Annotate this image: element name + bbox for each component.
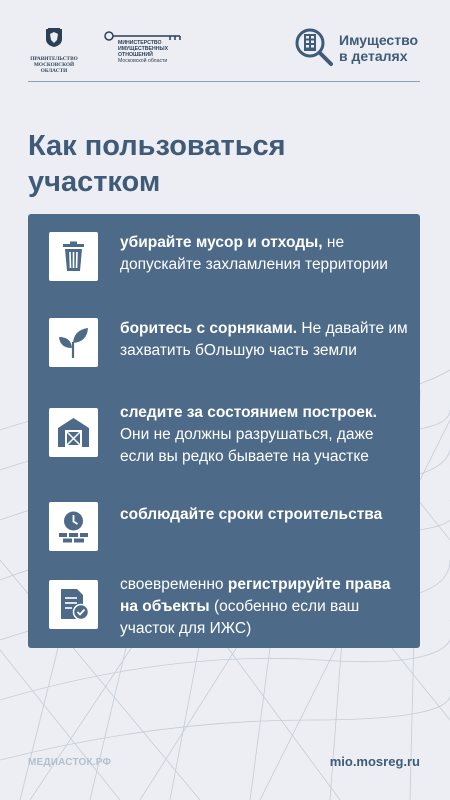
tip-rest-text: Они не должны разрушаться, даже если вы редко бываете на участке [120,426,374,465]
ministry-line: МИНИСТЕРСТВО [118,40,162,46]
title-line-2: участком [28,166,161,198]
barn-icon [57,416,90,449]
page-title [28,128,408,200]
tips-card [28,214,420,648]
ministry-line: ИМУЩЕСТВЕННЫХ [118,46,169,52]
tip-icon-box [49,502,98,551]
tip-bold-text: боритесь с сорняками. [120,320,298,337]
brand-line-2: в деталях [339,48,408,64]
gov-logo-line: ПРАВИТЕЛЬСТВО [30,56,78,62]
ministry-subtitle: Московской области [118,58,168,64]
clock-bricks-icon [57,510,90,543]
government-logo [28,28,80,75]
tip-bold-text: следите за состоянием построек. [120,404,377,421]
gov-logo-line: ОБЛАСТИ [40,68,68,75]
tip-rest-text: не допускайте захламления территории [120,234,388,273]
header-divider [28,81,420,82]
tip-text [120,402,410,468]
document-check-icon [57,588,90,621]
brand-line-1: Имущество [339,32,419,48]
trash-icon [57,240,90,273]
brand-logo [293,26,428,68]
tip-text [120,232,410,276]
tip-rest-text: (особенно если ваш участок для ИЖС) [120,598,360,637]
coat-of-arms-icon [45,28,63,48]
ministry-line: ОТНОШЕНИЙ [118,52,153,58]
tip-icon-box [49,232,98,281]
magnifier-building-icon [293,26,335,68]
tip-text [120,574,410,640]
tip-rest-text: Не давайте им захватить бОльшую часть земли [120,320,408,359]
footer-website-link[interactable]: mio.mosreg.ru [329,754,420,769]
tip-icon-box [49,318,98,367]
tip-icon-box [49,580,98,629]
tip-bold-text: соблюдайте сроки строительства [120,506,383,523]
gov-logo-line: МОСКОВСКОЙ [33,62,75,69]
footer-source: МЕДИАСТОК.РФ [28,757,112,768]
tip-text [120,504,410,526]
tip-text [120,318,410,362]
title-line-1: Как пользоваться [28,130,286,162]
tip-bold-text: регистрируйте права на объекты [120,576,391,615]
tip-icon-box [49,408,98,457]
tip-bold-text: убирайте мусор и отходы, [120,234,323,251]
sprout-icon [57,326,90,359]
header [0,0,450,82]
tip-pre-text: своевременно [120,576,224,593]
